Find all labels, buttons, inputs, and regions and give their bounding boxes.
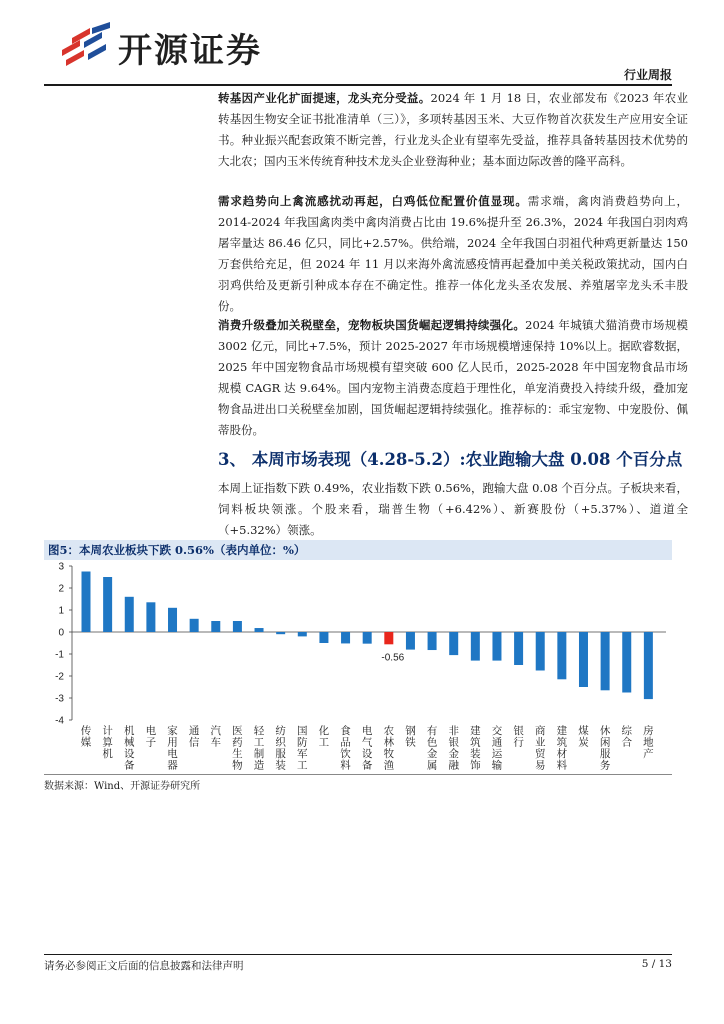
paragraph-gmo bbox=[218, 88, 688, 172]
x-tick-label: 电 bbox=[361, 725, 373, 737]
y-tick-label: -4 bbox=[55, 715, 64, 727]
bar bbox=[103, 577, 112, 632]
bar bbox=[190, 619, 199, 632]
x-tick-label: 钢 bbox=[405, 725, 416, 737]
y-tick-label: -2 bbox=[55, 671, 64, 683]
x-tick-label: 料 bbox=[340, 759, 351, 772]
y-tick-label: 3 bbox=[58, 561, 64, 573]
x-tick-label: 金 bbox=[448, 748, 459, 760]
x-tick-label: 银 bbox=[448, 736, 459, 749]
bar bbox=[644, 632, 653, 699]
figure-title: 图5：本周农业板块下跌 0.56%（表内单位：%） bbox=[44, 540, 672, 560]
x-tick-label: 装 bbox=[470, 748, 481, 760]
x-tick-label: 筑 bbox=[556, 736, 568, 749]
y-tick-label: 0 bbox=[58, 627, 64, 639]
paragraph-lead: 转基因产业化扩面提速，龙头充分受益。 bbox=[218, 91, 431, 105]
x-tick-label: 料 bbox=[556, 759, 568, 772]
footer-disclaimer: 请务必参阅正文后面的信息披露和法律声明 bbox=[44, 960, 244, 972]
brand-name: 开源证券 bbox=[118, 31, 262, 71]
x-tick-label: 银 bbox=[513, 725, 524, 737]
bar bbox=[471, 632, 480, 661]
x-tick-label: 房 bbox=[643, 725, 654, 737]
paragraph-pet bbox=[218, 315, 688, 441]
paragraph-body: 需求端，禽肉消费趋势向上，2014-2024 年我国禽肉类中禽肉消费占比由 19.6%提升至 26.3%，2024 年我国白羽肉鸡屠宰量达 86.46 亿只，同比+2.57%。供给端，2024 全年我国白羽祖代种鸡更新量达 150 万套供给充足，但 2024 年 11 月以来海外禽流感疫情再起叠加中美关税政策扰动，国内白羽鸡供给及更新引种成本存在不确定性。推荐一体化龙头圣农发展、养殖屠宰龙头禾丰股份。 bbox=[218, 194, 688, 313]
x-tick-label: 信 bbox=[188, 736, 200, 749]
x-tick-label: 纺 bbox=[275, 725, 286, 737]
x-tick-label: 工 bbox=[297, 759, 308, 772]
section-heading: 3、 本周市场表现（4.28-5.2）:农业跑输大盘 0.08 个百分点 bbox=[218, 450, 683, 469]
y-tick-label: -3 bbox=[55, 693, 64, 705]
x-tick-label: 休 bbox=[599, 725, 611, 737]
x-tick-label: 食 bbox=[340, 725, 351, 737]
x-tick-label: 物 bbox=[232, 759, 243, 772]
x-tick-label: 饮 bbox=[340, 748, 351, 760]
x-tick-label: 生 bbox=[232, 748, 243, 760]
bar bbox=[406, 632, 415, 650]
x-tick-label: 闲 bbox=[599, 736, 611, 749]
x-tick-label: 运 bbox=[491, 748, 503, 760]
x-tick-label: 通 bbox=[491, 736, 503, 749]
paragraph-lead: 需求趋势向上禽流感扰动再起，白鸡低位配置价值显现。 bbox=[218, 194, 528, 208]
x-tick-label: 地 bbox=[643, 736, 654, 749]
bar bbox=[146, 602, 155, 632]
paragraph-body: 2024 年城镇犬猫消费市场规模 3002 亿元，同比+7.5%，预计 2025-2027 年市场规模增速保持 10%以上。据欧睿数据，2025 年中国宠物食品市场规模有望突破 600 亿人民币，2025-2028 年中国宠物食品市场规模 CAGR 达 9.64%。国内宠物主消费态度趋于理性化，单宠消费投入持续升级，叠加宠物食品进出口关税壁垒加剧，国货崛起逻辑持续强化。推荐标的：乖宝宠物、中宠股份、佩蒂股份。 bbox=[218, 318, 689, 437]
x-tick-label: 气 bbox=[361, 736, 373, 749]
bar bbox=[233, 621, 242, 632]
x-tick-label: 建 bbox=[556, 725, 568, 737]
paragraph-lead: 消费升级叠加关税壁垒，宠物板块国货崛起逻辑持续强化。 bbox=[218, 318, 526, 332]
x-tick-label: 械 bbox=[124, 736, 135, 749]
bar bbox=[428, 632, 437, 650]
x-tick-label: 易 bbox=[534, 759, 546, 772]
x-tick-label: 渔 bbox=[383, 759, 395, 772]
x-tick-label: 炭 bbox=[578, 736, 589, 749]
bar bbox=[622, 632, 631, 693]
x-tick-label: 合 bbox=[621, 736, 632, 749]
section-paragraph: 本周上证指数下跌 0.49%，农业指数下跌 0.56%，跑输大盘 0.08 个百分点。子板块来看，饲料板块领涨。个股来看，瑞普生物（+6.42%）、新赛股份（+5.37%）、道道全（+5.32%）领涨。 bbox=[218, 481, 688, 537]
x-tick-label: 家 bbox=[167, 725, 178, 737]
bar bbox=[449, 632, 458, 655]
bar bbox=[319, 632, 328, 643]
x-tick-label: 工 bbox=[318, 736, 330, 749]
bar bbox=[211, 621, 220, 632]
x-tick-label: 医 bbox=[232, 725, 243, 737]
x-tick-label: 品 bbox=[340, 736, 351, 749]
x-tick-label: 建 bbox=[470, 725, 481, 737]
x-tick-label: 色 bbox=[426, 736, 438, 749]
bar bbox=[298, 632, 307, 636]
paragraph-poultry bbox=[218, 191, 688, 317]
x-tick-label: 服 bbox=[275, 748, 286, 760]
x-tick-label: 业 bbox=[534, 736, 546, 749]
x-tick-label: 融 bbox=[448, 759, 459, 772]
x-tick-label: 电 bbox=[145, 725, 157, 737]
bar bbox=[579, 632, 588, 687]
y-tick-label: 2 bbox=[58, 583, 64, 595]
figure-source: 数据来源：Wind、开源证券研究所 bbox=[44, 781, 201, 792]
x-tick-label: 军 bbox=[297, 748, 308, 760]
x-tick-label: 属 bbox=[426, 759, 438, 772]
x-tick-label: 工 bbox=[253, 736, 265, 749]
x-tick-label: 药 bbox=[232, 736, 243, 749]
x-tick-label: 备 bbox=[124, 759, 135, 772]
bar bbox=[341, 632, 350, 643]
x-tick-label: 国 bbox=[297, 725, 308, 737]
x-tick-label: 贸 bbox=[534, 748, 546, 760]
x-tick-label: 综 bbox=[621, 725, 632, 737]
x-tick-label: 用 bbox=[167, 736, 178, 749]
x-tick-label: 设 bbox=[124, 748, 135, 760]
x-tick-label: 输 bbox=[491, 759, 503, 772]
brand-logo-icon bbox=[58, 20, 114, 68]
page-number: 5 / 13 bbox=[641, 958, 672, 970]
x-tick-label: 汽 bbox=[210, 725, 222, 737]
x-tick-label: 务 bbox=[599, 759, 611, 772]
bar bbox=[276, 632, 285, 634]
x-tick-label: 子 bbox=[145, 736, 157, 749]
bar bbox=[255, 628, 264, 632]
x-tick-label: 材 bbox=[556, 748, 568, 760]
bar bbox=[363, 632, 372, 644]
x-tick-label: 传 bbox=[80, 725, 92, 737]
x-tick-label: 电 bbox=[167, 748, 178, 760]
y-tick-label: -1 bbox=[55, 649, 64, 661]
x-tick-label: 防 bbox=[297, 736, 308, 749]
bar bbox=[601, 632, 610, 690]
x-tick-label: 金 bbox=[426, 748, 438, 760]
x-tick-label: 装 bbox=[275, 759, 286, 772]
bar-chart bbox=[44, 560, 672, 774]
x-tick-label: 商 bbox=[534, 725, 546, 737]
x-tick-label: 行 bbox=[513, 736, 524, 749]
x-tick-label: 非 bbox=[448, 725, 459, 737]
x-tick-label: 产 bbox=[643, 748, 654, 760]
x-tick-label: 机 bbox=[124, 725, 135, 737]
bar bbox=[125, 597, 134, 632]
x-tick-label: 交 bbox=[491, 725, 503, 737]
x-tick-label: 煤 bbox=[578, 725, 589, 737]
x-tick-label: 器 bbox=[167, 759, 178, 772]
paragraph-body: 2024 年 1 月 18 日，农业部发布《2023 年农业转基因生物安全证书批准清单（三）》，多项转基因玉米、大豆作物首次获发生产应用安全证书。种业振兴配套政策不断完善，行业龙头企业有望率先受益，推荐具备转基因技术优势的大北农；国内玉米传统育种技术龙头企业登海种业；基本面边际改善的隆平高科。 bbox=[218, 91, 689, 168]
x-tick-label: 林 bbox=[383, 736, 395, 749]
source-rule bbox=[44, 774, 672, 775]
bar bbox=[82, 572, 91, 633]
x-tick-label: 牧 bbox=[383, 748, 395, 760]
bar bbox=[557, 632, 566, 679]
x-tick-label: 化 bbox=[318, 725, 330, 737]
bar bbox=[536, 632, 545, 671]
x-tick-label: 媒 bbox=[80, 736, 92, 749]
x-tick-label: 服 bbox=[599, 748, 611, 760]
x-tick-label: 造 bbox=[253, 759, 265, 772]
header-rule bbox=[44, 84, 672, 86]
x-tick-label: 织 bbox=[275, 736, 286, 749]
x-tick-label: 算 bbox=[102, 736, 113, 749]
x-tick-label: 通 bbox=[188, 725, 200, 737]
x-tick-label: 铁 bbox=[405, 736, 416, 749]
x-tick-label: 设 bbox=[361, 748, 373, 760]
document-type: 行业周报 bbox=[623, 68, 672, 82]
data-label: -0.56 bbox=[381, 652, 405, 664]
x-tick-label: 筑 bbox=[470, 736, 481, 749]
x-tick-label: 机 bbox=[102, 748, 113, 760]
y-tick-label: 1 bbox=[58, 605, 64, 617]
x-tick-label: 饰 bbox=[470, 759, 481, 772]
x-tick-label: 备 bbox=[361, 759, 373, 772]
brand-logo bbox=[58, 20, 288, 71]
bar bbox=[384, 632, 393, 644]
bar bbox=[514, 632, 523, 665]
x-tick-label: 轻 bbox=[253, 725, 265, 737]
bar bbox=[168, 608, 177, 632]
x-tick-label: 农 bbox=[383, 725, 395, 737]
x-tick-label: 车 bbox=[210, 736, 222, 749]
footer-rule bbox=[44, 954, 672, 955]
x-tick-label: 制 bbox=[253, 748, 265, 760]
x-tick-label: 计 bbox=[102, 725, 113, 737]
x-tick-label: 有 bbox=[426, 725, 438, 737]
bar bbox=[492, 632, 501, 661]
